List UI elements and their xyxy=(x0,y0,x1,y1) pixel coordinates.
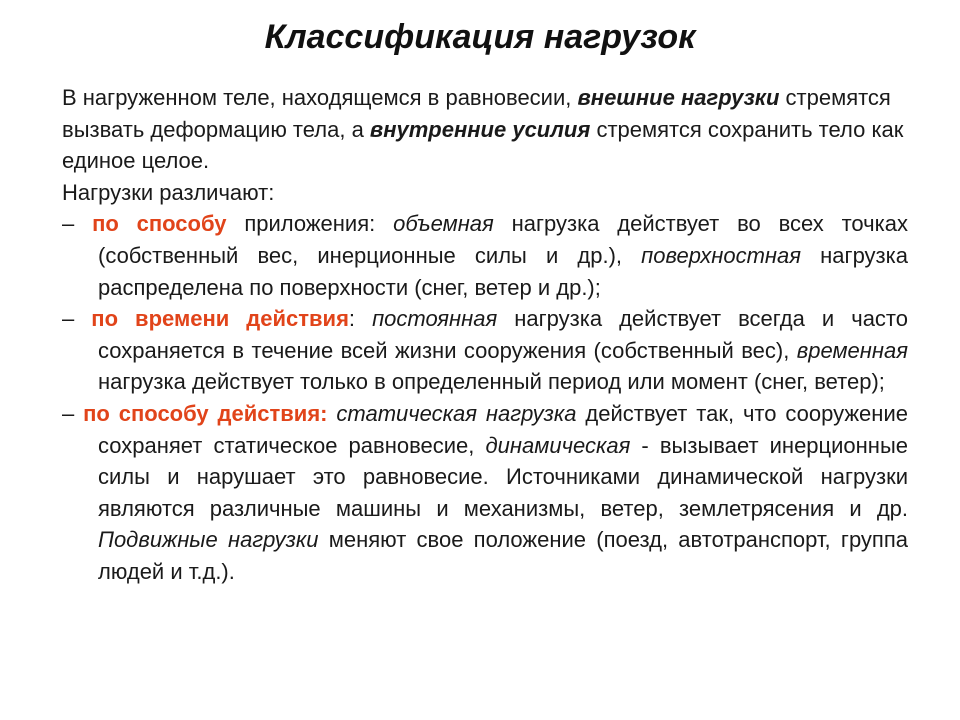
slide-title: Классификация нагрузок xyxy=(264,18,696,56)
italic-term: Подвижные нагрузки xyxy=(98,527,319,553)
criterion-label: по способу xyxy=(92,211,227,237)
italic-term: динамическая xyxy=(485,432,631,458)
slide-body xyxy=(62,82,908,588)
italic-term: поверхностная xyxy=(641,242,802,268)
distinguish-line: Нагрузки различают: xyxy=(62,179,275,205)
italic-term: временная xyxy=(796,337,908,363)
item-text: : xyxy=(348,306,373,332)
item-text: - вызывает инерционные силы и нарушает это равновесие. Источниками динамической нагрузки являются различные машины и механизмы, ветер, землетрясения и др. xyxy=(98,432,909,521)
internal-forces-term: внутренние усилия xyxy=(369,116,591,142)
item-text: действует так, что сооружение сохраняет статическое равновесие, xyxy=(98,400,908,458)
intro-text-2: стремятся вызвать деформацию тела, а xyxy=(62,85,891,142)
item-text: нагрузка действует во всех точках (собственный вес, инерционные силы и др.), xyxy=(98,211,908,268)
list-dash: – xyxy=(62,306,92,332)
list-dash: – xyxy=(62,211,93,237)
list-item-application xyxy=(62,208,908,303)
italic-term: постоянная xyxy=(372,306,498,332)
intro-text-1: В нагруженном теле, находящемся в равновесии, xyxy=(62,85,578,110)
external-loads-term: внешние нагрузки xyxy=(577,85,780,110)
item-text: приложения: xyxy=(226,211,394,237)
item-text: нагрузка действует только в определенный период или момент (снег, ветер); xyxy=(98,369,885,395)
criterion-label: по способу действия: xyxy=(83,400,328,426)
item-text: нагрузка распределена по поверхности (снег, ветер и др.); xyxy=(98,242,908,300)
item-text: нагрузка действует всегда и часто сохраняется в течение всей жизни сооружения (собственный вес), xyxy=(98,306,908,363)
item-text: меняют свое положение (поезд, автотранспорт, группа людей и т.д.). xyxy=(98,527,908,584)
intro-text-3: стремятся сохранить тело как единое целое. xyxy=(62,116,904,174)
italic-term: статическая нагрузка xyxy=(336,400,577,426)
list-item-action xyxy=(62,398,908,588)
italic-term: объемная xyxy=(393,211,494,237)
intro-paragraph xyxy=(62,82,908,177)
criterion-label: по времени действия xyxy=(91,306,349,332)
list-dash: – xyxy=(62,400,84,426)
list-item-duration xyxy=(62,303,908,398)
